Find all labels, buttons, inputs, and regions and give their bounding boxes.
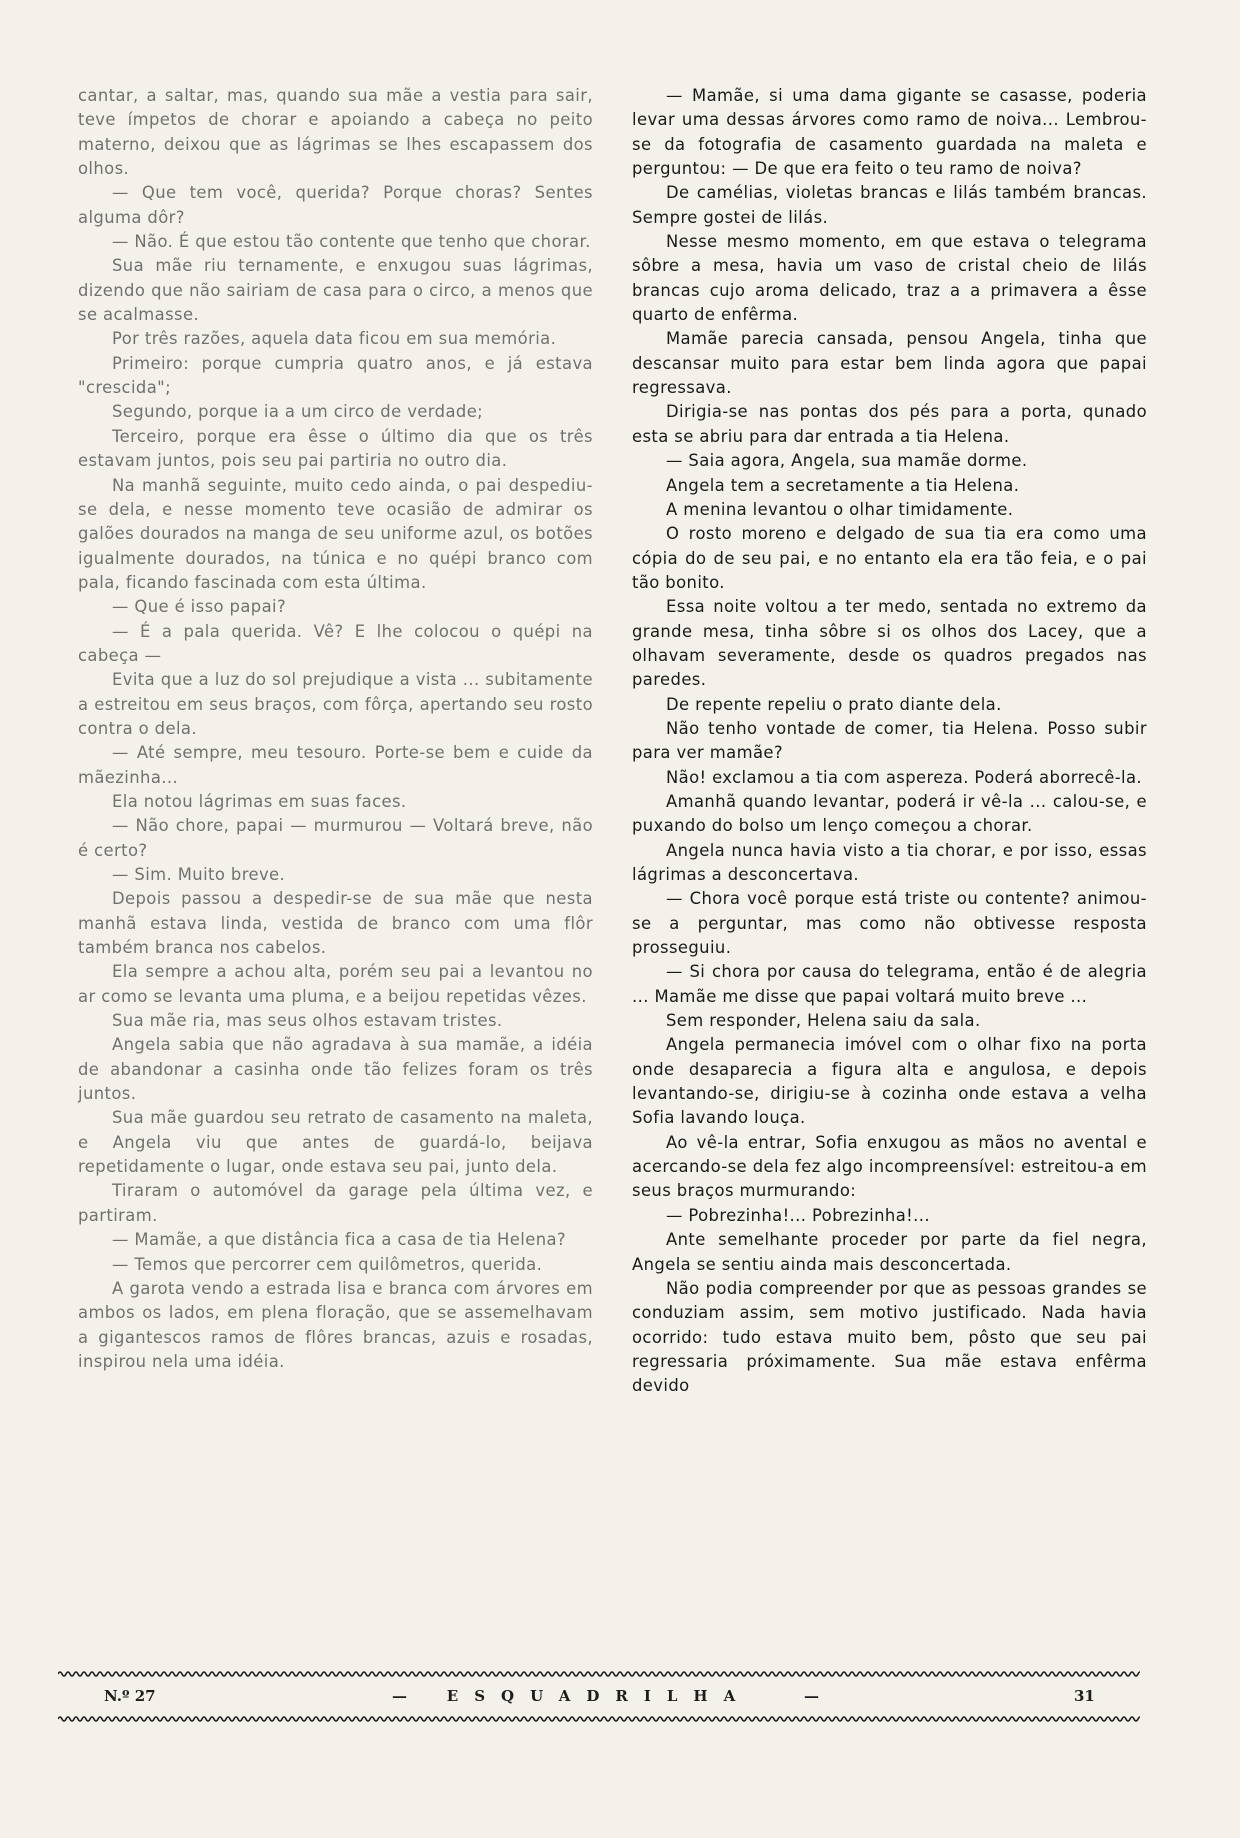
paragraph: Angela tem a secretamente a tia Helena. (666, 475, 1020, 495)
footer-dash-right: — (804, 1687, 819, 1705)
paragraph: Sua mãe ria, mas seus olhos estavam tristes. (112, 1011, 503, 1031)
paragraph: Tiraram o automóvel da garage pela última vez, e partiram. (78, 1181, 593, 1225)
paragraph: Ao vê-la entrar, Sofia enxugou as mãos no avental e acercando-se dela fez algo incompreensível: estreitou-a em seus braços murmurando: (632, 1132, 1147, 1201)
paragraph: — Que tem você, querida? Porque choras? Sentes alguma dôr? (78, 183, 593, 227)
paragraph: Dirigia-se nas pontas dos pés para a porta, qunado esta se abriu para dar entrada a tia Helena. (632, 402, 1147, 446)
paragraph: — Não. É que estou tão contente que tenho que chorar. (112, 232, 591, 252)
paragraph: Primeiro: porque cumpria quatro anos, e já estava "crescida"; (78, 353, 593, 398)
paragraph: Ela sempre a achou alta, porém seu pai a levantou no ar como se levanta uma pluma, e a beijou repetidas vêzes. (78, 962, 593, 1006)
paragraph: Por três razões, aquela data ficou em sua memória. (112, 329, 557, 349)
paragraph: — Saia agora, Angela, sua mamãe dorme. (666, 451, 1028, 471)
paragraph: Não podia compreender por que as pessoas grandes se conduziam assim, sem motivo justificado. Nada havia ocorrido: tudo estava muito bem, pôsto que seu pai regressaria próximamente. Sua mãe estava enfêrma devido (632, 1278, 1147, 1396)
paragraph: Sua mãe riu ternamente, e enxugou suas lágrimas, dizendo que não sairiam de casa para o circo, a menos que se acalmasse. (78, 256, 593, 325)
paragraph: Não tenho vontade de comer, tia Helena. Posso subir para ver mamãe? (632, 718, 1147, 763)
paragraph: Evita que a luz do sol prejudique a vista ... subitamente a estreitou em seus braços, com fôrça, apertando seu rosto contra o dela. (78, 670, 593, 738)
paragraph: — Que é isso papai? (112, 597, 287, 617)
paragraph: A garota vendo a estrada lisa e branca com árvores em ambos os lados, em plena floração, que se assemelhavam a gigantescos ramos de flôres brancas, azuis e rosadas, inspirou nela uma idéia. (78, 1278, 593, 1371)
paragraph: Segundo, porque ia a um circo de verdade; (112, 402, 484, 422)
paragraph: De camélias, violetas brancas e lilás também brancas. Sempre gostei de lilás. (632, 183, 1147, 227)
issue-number: N.º 27 (104, 1687, 156, 1705)
paragraph: Mamãe parecia cansada, pensou Angela, tinha que descansar muito para estar bem linda agora que papai regressava. (632, 329, 1147, 398)
paragraph: — Si chora por causa do telegrama, então é de alegria ... Mamãe me disse que papai voltará muito breve ... (632, 962, 1147, 1006)
paragraph: cantar, a saltar, mas, quando sua mãe a vestia para sair, teve ímpetos de chorar e apoiando a cabeça no peito materno, deixou que as lágrimas se lhes escapassem dos olhos. (78, 86, 593, 179)
paragraph: Angela sabia que não agradava à sua mamãe, a idéia de abandonar a casinha onde tão felizes foram os três juntos. (78, 1035, 593, 1104)
paragraph: Depois passou a despedir-se de sua mãe que nesta manhã estava linda, vestida de branco com uma flôr também branca nos cabelos. (78, 889, 593, 958)
magazine-title: ESQUADRILHA (446, 1687, 752, 1705)
paragraph: Sua mãe guardou seu retrato de casamento na maleta, e Angela viu que antes de guardá-lo, beijava repetidamente o lugar, onde estava seu pai, junto dela. (78, 1108, 593, 1177)
paragraph: A menina levantou o olhar timidamente. (666, 499, 1014, 519)
paragraph: Sem responder, Helena saiu da sala. (666, 1011, 981, 1031)
paragraph: Não! exclamou a tia com aspereza. Poderá aborrecê-la. (666, 767, 1143, 787)
footer-wavy-rule-top (58, 1669, 1140, 1679)
paragraph: — Não chore, papai — murmurou — Voltará breve, não é certo? (78, 816, 593, 860)
paragraph: De repente repeliu o prato diante dela. (666, 694, 1002, 714)
page-number: 31 (1074, 1687, 1095, 1705)
left-text-column (78, 84, 593, 1374)
paragraph: — Até sempre, meu tesouro. Porte-se bem e cuide da mãezinha... (78, 743, 593, 787)
paragraph: — Pobrezinha!... Pobrezinha!... (666, 1205, 930, 1225)
paragraph: — Chora você porque está triste ou contente? animou-se a perguntar, mas como não obtivesse resposta prosseguiu. (632, 889, 1147, 958)
paragraph: Angela nunca havia visto a tia chorar, e por isso, essas lágrimas a desconcertava. (632, 840, 1147, 884)
paragraph: Ela notou lágrimas em suas faces. (112, 791, 407, 811)
paragraph: Essa noite voltou a ter medo, sentada no extremo da grande mesa, tinha sôbre si os olhos dos Lacey, que a olhavam severamente, desde os quadros pregados nas paredes. (632, 597, 1147, 690)
paragraph: O rosto moreno e delgado de sua tia era como uma cópia do de seu pai, e no entanto ela era tão feia, e o pai tão bonito. (632, 524, 1147, 592)
paragraph: — Sim. Muito breve. (112, 865, 286, 884)
paragraph: Terceiro, porque era êsse o último dia que os três estavam juntos, pois seu pai partiria no outro dia. (78, 426, 593, 471)
paragraph: Ante semelhante proceder por parte da fiel negra, Angela se sentiu ainda mais desconcertada. (632, 1230, 1147, 1274)
right-text-column (632, 84, 1147, 1399)
paragraph: — É a pala querida. Vê? E lhe colocou o quépi na cabeça — (78, 621, 593, 665)
page-footer (58, 1683, 1140, 1709)
footer-wavy-rule-bottom (58, 1714, 1140, 1724)
paragraph: — Temos que percorrer cem quilômetros, querida. (112, 1254, 543, 1274)
footer-dash-left: — (392, 1687, 407, 1705)
paragraph: Amanhã quando levantar, poderá ir vê-la ... calou-se, e puxando do bolso um lenço começou a chorar. (632, 791, 1147, 836)
paragraph: — Mamãe, si uma dama gigante se casasse, poderia levar uma dessas árvores como ramo de noiva... Lembrou-se da fotografia de casamento guardada na maleta e perguntou: — De que era feito o teu ramo de noiva? (632, 86, 1147, 179)
paragraph: — Mamãe, a que distância fica a casa de tia Helena? (112, 1230, 567, 1250)
paragraph: Angela permanecia imóvel com o olhar fixo na porta onde desaparecia a figura alta e angulosa, e depois levantando-se, dirigiu-se à cozinha onde estava a velha Sofia lavando louça. (632, 1035, 1147, 1128)
paragraph: Nesse mesmo momento, em que estava o telegrama sôbre a mesa, havia um vaso de cristal cheio de lilás brancas cujo aroma delicado, traz a a primavera a êsse quarto de enfêrma. (632, 232, 1147, 325)
paragraph: Na manhã seguinte, muito cedo ainda, o pai despediu-se dela, e nesse momento teve ocasião de admirar os galões dourados na manga de seu uniforme azul, os botões igualmente dourados, na túnica e no quépi branco com pala, ficando fascinada com esta última. (78, 475, 593, 592)
wavy-line-icon (58, 1669, 1140, 1679)
wavy-line-icon (58, 1714, 1140, 1724)
